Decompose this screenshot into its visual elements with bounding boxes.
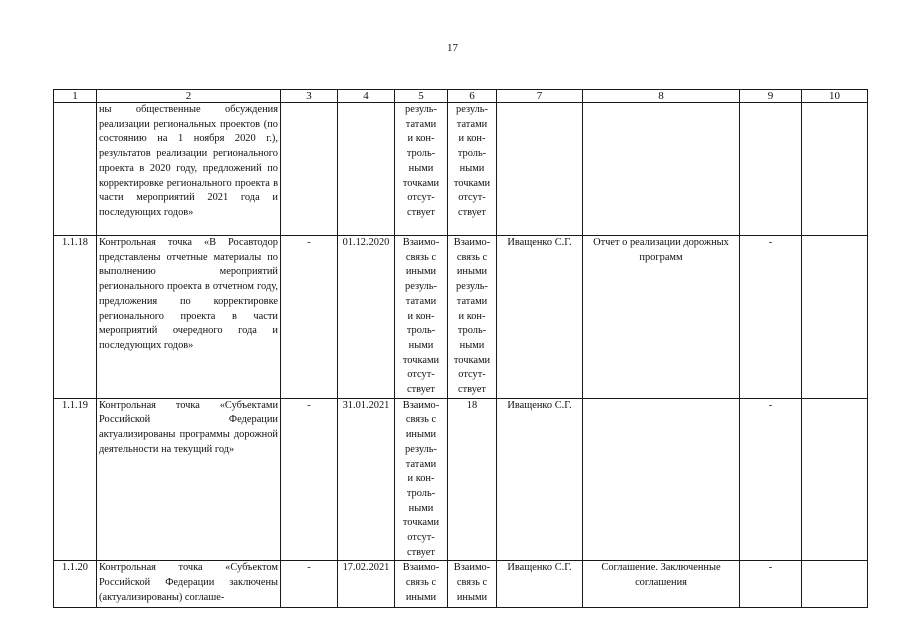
cell-number: 1.1.19 [54, 398, 97, 561]
cell-col5: Взаимо- связь с иными резуль- татами и кон- троль- ными точками отсут- ствует [395, 398, 448, 561]
cell-col6: 18 [448, 398, 497, 561]
cell-col5: Взаимо- связь с иными [395, 561, 448, 608]
table-row [54, 398, 868, 561]
cell-date: 17.02.2021 [338, 561, 395, 608]
cell-number: 1.1.18 [54, 236, 97, 399]
cell-col3: - [281, 561, 338, 608]
cell-number [54, 103, 97, 236]
cell-document [583, 398, 740, 561]
cell-description: Контрольная точка «В Росавтодор представлены отчетные материалы по выполнению мероприятий регионального проекта в отчетном году, предложения по корректировке регионального проекта в части мероприятий очередного года и последующих годов» [97, 236, 281, 399]
cell-document [583, 103, 740, 236]
cell-date: 01.12.2020 [338, 236, 395, 399]
cell-col9: - [740, 398, 802, 561]
cell-description: ны общественные обсуждения реализации региональных проектов (по состоянию на 1 ноября 2020 г.), результатов реализации регионального проекта в 2020 году, предложений по корректировке регионального проекта в части мероприятий 2021 года и последующих годов» [97, 103, 281, 236]
cell-col5: резуль- татами и кон- троль- ными точками отсут- ствует [395, 103, 448, 236]
cell-col9: - [740, 236, 802, 399]
table-row [54, 103, 868, 236]
cell-col6: Взаимо- связь с иными [448, 561, 497, 608]
cell-description: Контрольная точка «Субъектами Российской Федерации актуализированы программы дорожной деятельности на текущий год» [97, 398, 281, 561]
cell-number: 1.1.20 [54, 561, 97, 608]
table-row [54, 561, 868, 608]
cell-col6: Взаимо- связь с иными резуль- татами и кон- троль- ными точками отсут- ствует [448, 236, 497, 399]
header-col-5: 5 [395, 90, 448, 103]
table-row [54, 236, 868, 399]
cell-col10 [802, 103, 868, 236]
cell-document: Отчет о реализации дорожных программ [583, 236, 740, 399]
page-number: 17 [447, 42, 458, 54]
cell-col5: Взаимо- связь с иными резуль- татами и кон- троль- ными точками отсут- ствует [395, 236, 448, 399]
cell-responsible [497, 103, 583, 236]
header-col-1: 1 [54, 90, 97, 103]
header-col-3: 3 [281, 90, 338, 103]
cell-col9 [740, 103, 802, 236]
cell-col6: резуль- татами и кон- троль- ными точками отсут- ствует [448, 103, 497, 236]
cell-col10 [802, 236, 868, 399]
cell-description: Контрольная точка «Субъектом Российской Федерации заключены (актуализированы) соглаше- [97, 561, 281, 608]
cell-col10 [802, 561, 868, 608]
header-col-9: 9 [740, 90, 802, 103]
header-col-7: 7 [497, 90, 583, 103]
cell-date: 31.01.2021 [338, 398, 395, 561]
header-col-8: 8 [583, 90, 740, 103]
header-col-10: 10 [802, 90, 868, 103]
cell-col3 [281, 103, 338, 236]
cell-col3: - [281, 236, 338, 399]
header-col-2: 2 [97, 90, 281, 103]
cell-responsible: Иващенко С.Г. [497, 398, 583, 561]
cell-col3: - [281, 398, 338, 561]
cell-col10 [802, 398, 868, 561]
cell-col9: - [740, 561, 802, 608]
header-col-6: 6 [448, 90, 497, 103]
cell-responsible: Иващенко С.Г. [497, 561, 583, 608]
header-row [54, 90, 868, 103]
cell-responsible: Иващенко С.Г. [497, 236, 583, 399]
header-col-4: 4 [338, 90, 395, 103]
cell-document: Соглашение. Заключенные соглашения [583, 561, 740, 608]
plan-table [53, 89, 868, 608]
cell-date [338, 103, 395, 236]
